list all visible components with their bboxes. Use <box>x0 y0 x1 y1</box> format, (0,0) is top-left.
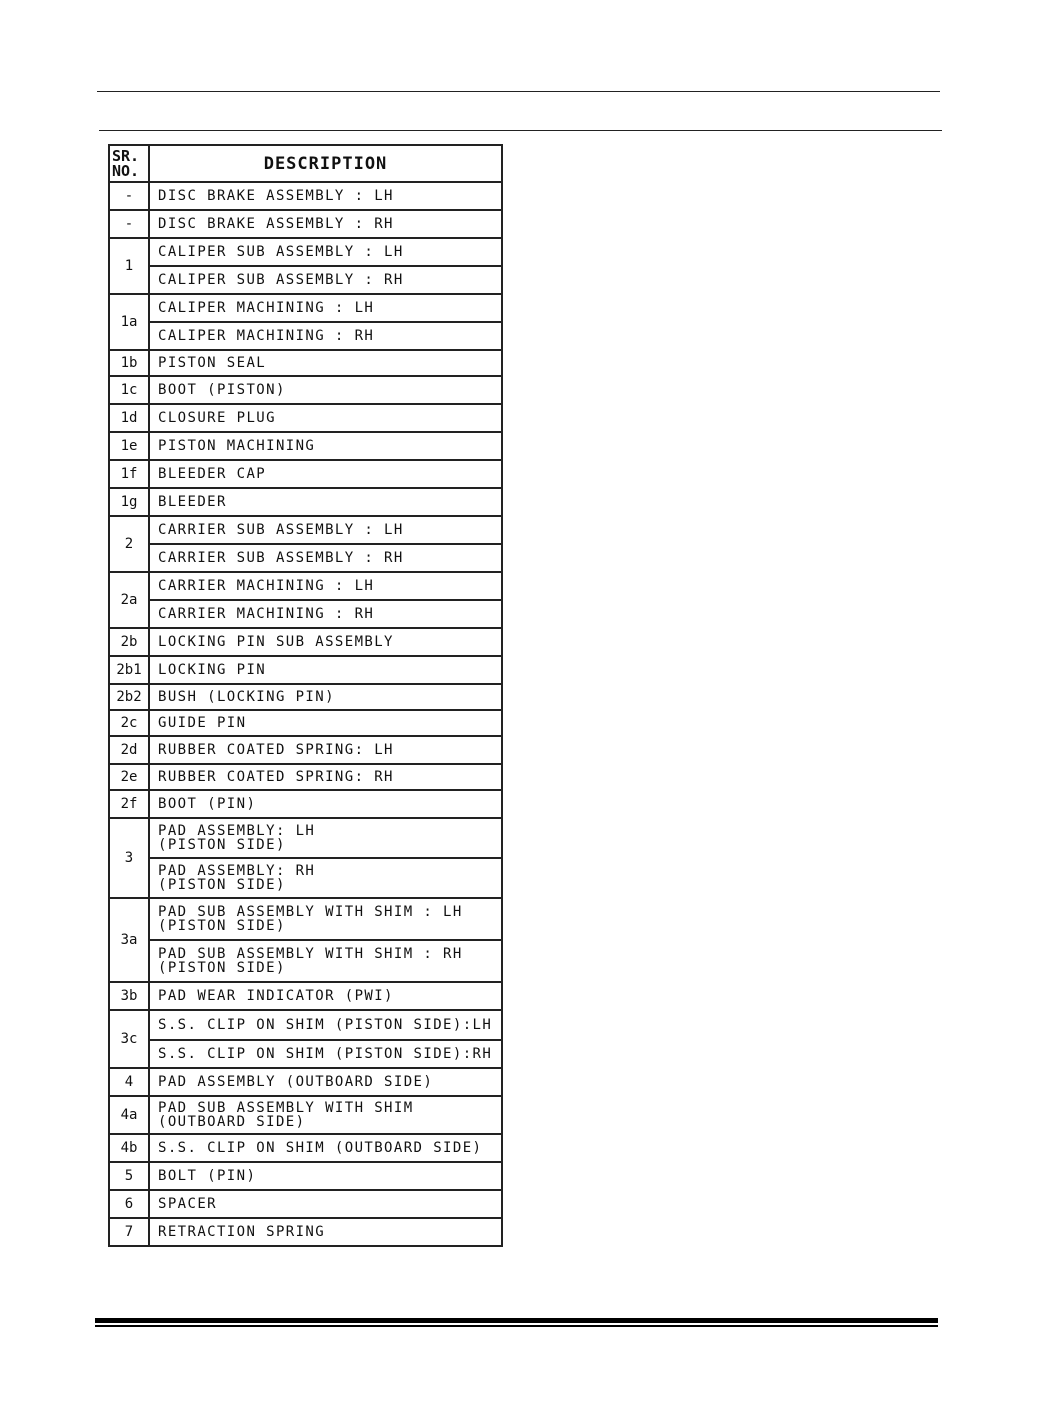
description-text-line2: (PISTON SIDE) <box>158 960 286 976</box>
table-row <box>109 1040 502 1068</box>
description-cell <box>149 818 502 858</box>
table-row <box>109 982 502 1010</box>
table-row <box>109 404 502 432</box>
sr-no-cell: 4a <box>109 1096 149 1134</box>
sr-no-cell: 2c <box>109 710 149 736</box>
table-row <box>109 238 502 266</box>
description-cell <box>149 736 502 764</box>
description-cell <box>149 940 502 982</box>
sr-no-cell: 1c <box>109 376 149 404</box>
description-cell <box>149 544 502 572</box>
description-text: BOOT (PISTON) <box>158 382 286 398</box>
sr-no-cell: 1 <box>109 238 149 294</box>
description-cell <box>149 684 502 710</box>
description-header: DESCRIPTION <box>149 145 502 182</box>
sr-no-cell: 7 <box>109 1218 149 1246</box>
description-cell <box>149 210 502 238</box>
description-text: PAD SUB ASSEMBLY WITH SHIM <box>158 1100 414 1116</box>
description-text: RUBBER COATED SPRING: LH <box>158 742 394 758</box>
table-row <box>109 516 502 544</box>
description-text: BOLT (PIN) <box>158 1168 257 1184</box>
sr-no-cell: 5 <box>109 1162 149 1190</box>
description-text: RUBBER COATED SPRING: RH <box>158 769 394 785</box>
description-cell <box>149 858 502 898</box>
sr-no-cell: - <box>109 182 149 210</box>
description-cell <box>149 572 502 600</box>
description-text: PAD SUB ASSEMBLY WITH SHIM : RH <box>158 946 463 962</box>
table-row <box>109 764 502 790</box>
footer-rule-thin <box>95 1325 938 1327</box>
description-text: CALIPER SUB ASSEMBLY : LH <box>158 244 404 260</box>
description-cell <box>149 404 502 432</box>
header-rule-top <box>97 91 940 92</box>
table-row <box>109 210 502 238</box>
table-row <box>109 376 502 404</box>
description-cell <box>149 1010 502 1040</box>
table-row <box>109 684 502 710</box>
table-row <box>109 572 502 600</box>
sr-no-header <box>109 145 149 182</box>
description-text: CALIPER SUB ASSEMBLY : RH <box>158 272 404 288</box>
description-text: LOCKING PIN <box>158 662 267 678</box>
table-row <box>109 656 502 684</box>
description-text: PAD ASSEMBLY (OUTBOARD SIDE) <box>158 1074 434 1090</box>
table-row <box>109 182 502 210</box>
table-row <box>109 488 502 516</box>
sr-no-cell: 2b2 <box>109 684 149 710</box>
description-cell <box>149 294 502 322</box>
description-text: DISC BRAKE ASSEMBLY : LH <box>158 188 394 204</box>
description-cell <box>149 628 502 656</box>
table-row <box>109 1068 502 1096</box>
description-cell <box>149 710 502 736</box>
table-row <box>109 1096 502 1134</box>
sr-no-cell: 2f <box>109 790 149 818</box>
sr-header-line1: SR. <box>112 146 140 165</box>
sr-no-cell: 3b <box>109 982 149 1010</box>
description-cell <box>149 1134 502 1162</box>
table-row <box>109 294 502 322</box>
description-text: PISTON MACHINING <box>158 438 316 454</box>
table-row <box>109 460 502 488</box>
description-text: S.S. CLIP ON SHIM (PISTON SIDE):RH <box>158 1046 493 1062</box>
description-cell <box>149 238 502 266</box>
table-row <box>109 1218 502 1246</box>
table-header-row <box>109 145 502 182</box>
description-cell <box>149 1162 502 1190</box>
description-text-line2: (PISTON SIDE) <box>158 837 286 853</box>
description-cell <box>149 182 502 210</box>
sr-no-cell: 1g <box>109 488 149 516</box>
description-text: BOOT (PIN) <box>158 796 257 812</box>
description-cell <box>149 1218 502 1246</box>
sr-no-cell: 3c <box>109 1010 149 1068</box>
sr-no-cell: 6 <box>109 1190 149 1218</box>
description-text: S.S. CLIP ON SHIM (PISTON SIDE):LH <box>158 1017 493 1033</box>
table-row <box>109 736 502 764</box>
sr-no-cell: 4b <box>109 1134 149 1162</box>
footer-rule-thick <box>95 1318 938 1323</box>
description-cell <box>149 516 502 544</box>
description-text: BUSH (LOCKING PIN) <box>158 689 335 705</box>
table-row <box>109 322 502 350</box>
description-cell <box>149 460 502 488</box>
description-cell <box>149 982 502 1010</box>
description-cell <box>149 376 502 404</box>
description-text: PAD SUB ASSEMBLY WITH SHIM : LH <box>158 904 463 920</box>
description-text-line2: (OUTBOARD SIDE) <box>158 1114 306 1130</box>
sr-no-cell: 4 <box>109 1068 149 1096</box>
description-text: LOCKING PIN SUB ASSEMBLY <box>158 634 394 650</box>
description-cell <box>149 322 502 350</box>
sr-no-cell: 2d <box>109 736 149 764</box>
description-text: CLOSURE PLUG <box>158 410 276 426</box>
description-text: PAD ASSEMBLY: RH <box>158 863 316 879</box>
description-cell <box>149 600 502 628</box>
description-text-line2: (PISTON SIDE) <box>158 877 286 893</box>
table-row <box>109 1162 502 1190</box>
sr-no-cell: 2e <box>109 764 149 790</box>
sr-no-cell: 2b1 <box>109 656 149 684</box>
sr-no-cell: 1f <box>109 460 149 488</box>
description-cell <box>149 266 502 294</box>
description-cell <box>149 1096 502 1134</box>
description-text: CARRIER SUB ASSEMBLY : RH <box>158 550 404 566</box>
table-row <box>109 544 502 572</box>
description-cell <box>149 790 502 818</box>
description-text: BLEEDER CAP <box>158 466 267 482</box>
description-cell <box>149 1190 502 1218</box>
table-row <box>109 350 502 376</box>
header-rule-second <box>99 130 942 131</box>
sr-no-cell: 2b <box>109 628 149 656</box>
description-cell <box>149 1040 502 1068</box>
table-row <box>109 628 502 656</box>
table-row <box>109 1010 502 1040</box>
description-cell <box>149 656 502 684</box>
sr-no-cell: 1b <box>109 350 149 376</box>
parts-table-body <box>109 182 502 1246</box>
description-text: CARRIER MACHINING : LH <box>158 578 375 594</box>
sr-no-cell: 2a <box>109 572 149 628</box>
description-text: GUIDE PIN <box>158 715 247 731</box>
table-row <box>109 898 502 940</box>
description-cell <box>149 432 502 460</box>
parts-list-table <box>108 144 503 1247</box>
description-text: CARRIER SUB ASSEMBLY : LH <box>158 522 404 538</box>
sr-no-cell: 3 <box>109 818 149 898</box>
description-text: CALIPER MACHINING : RH <box>158 328 375 344</box>
table-row <box>109 1190 502 1218</box>
description-cell <box>149 1068 502 1096</box>
description-text: PISTON SEAL <box>158 355 267 371</box>
sr-header-line2: NO. <box>112 161 140 180</box>
sr-no-cell: 3a <box>109 898 149 982</box>
description-text: BLEEDER <box>158 494 227 510</box>
description-text: DISC BRAKE ASSEMBLY : RH <box>158 216 394 232</box>
description-text: PAD WEAR INDICATOR (PWI) <box>158 988 394 1004</box>
description-text: SPACER <box>158 1196 217 1212</box>
description-text: CALIPER MACHINING : LH <box>158 300 375 316</box>
sr-no-cell: - <box>109 210 149 238</box>
sr-no-cell: 1d <box>109 404 149 432</box>
description-cell <box>149 488 502 516</box>
table-row <box>109 1134 502 1162</box>
description-text: CARRIER MACHINING : RH <box>158 606 375 622</box>
sr-no-cell: 1e <box>109 432 149 460</box>
table-row <box>109 790 502 818</box>
table-row <box>109 858 502 898</box>
table-row <box>109 940 502 982</box>
description-text-line2: (PISTON SIDE) <box>158 918 286 934</box>
description-cell <box>149 898 502 940</box>
table-row <box>109 600 502 628</box>
table-row <box>109 818 502 858</box>
table-row <box>109 266 502 294</box>
table-row <box>109 710 502 736</box>
table-row <box>109 432 502 460</box>
sr-no-cell: 1a <box>109 294 149 350</box>
sr-no-cell: 2 <box>109 516 149 572</box>
description-cell <box>149 764 502 790</box>
description-text: PAD ASSEMBLY: LH <box>158 823 316 839</box>
description-text: RETRACTION SPRING <box>158 1224 326 1240</box>
description-text: S.S. CLIP ON SHIM (OUTBOARD SIDE) <box>158 1140 483 1156</box>
description-cell <box>149 350 502 376</box>
